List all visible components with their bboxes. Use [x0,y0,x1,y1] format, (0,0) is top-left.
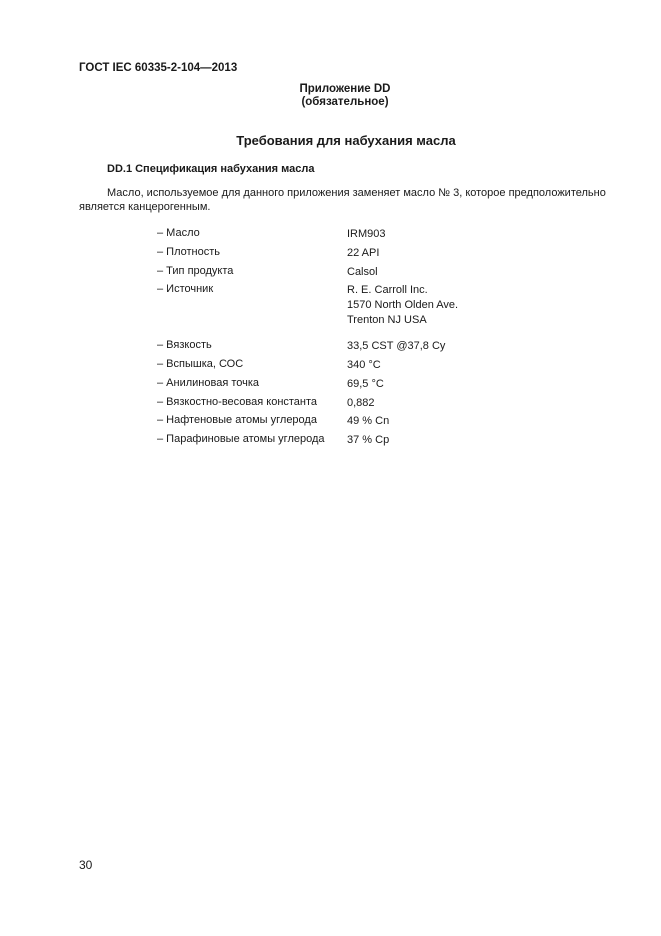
appendix-status: (обязательное) [301,96,389,108]
spec-value-line: 22 API [347,246,380,259]
section-paragraph [79,186,606,214]
spec-name: – Вязкостно-весовая константа [157,395,318,408]
spec-value-line: 69,5 °C [347,377,384,390]
main-heading-text: Требования для набухания масла [236,133,456,148]
spec-value [347,227,386,242]
paragraph-line-1: Масло, используемое для данного приложения заменяет масло № 3, которое предположительно [107,187,606,199]
spec-value-line: 0,882 [347,396,375,409]
spec-name: – Плотность [157,245,220,258]
spec-value [347,377,384,392]
spec-value-line: 37 % Cp [347,434,390,447]
spec-name: – Вязкость [157,339,212,352]
spec-name: – Тип продукта [157,264,234,277]
spec-value-line: 340 °C [347,359,381,371]
spec-value [347,433,389,448]
page-number: 30 [79,858,93,872]
spec-value [347,265,378,280]
document-code: ГОСТ IEC 60335-2-104—2013 [79,62,238,74]
spec-name: – Вспышка, СОС [157,358,244,370]
spec-name: – Парафиновые атомы углерода [157,433,325,446]
spec-value [347,358,381,373]
spec-value-line: 33,5 CST @37,8 Cy [347,340,446,353]
spec-name: – Анилиновая точка [157,376,260,389]
paragraph-line-2: является канцерогенным. [79,201,211,213]
main-heading [0,133,661,148]
spec-name: – Масло [157,227,200,239]
spec-value-line: IRM903 [347,228,386,240]
spec-value-line: 1570 North Olden Ave. [347,299,459,312]
spec-value [347,246,379,261]
spec-value [347,414,389,429]
appendix-label: Приложение DD [299,83,391,95]
section-heading: DD.1 Спецификация набухания масла [107,163,315,175]
spec-value [347,339,445,354]
spec-value [347,283,458,328]
spec-value-line: Calsol [347,265,378,278]
spec-value-line: 49 % Cn [347,415,390,428]
spec-value-line: R. E. Carroll Inc. [347,284,428,297]
spec-value [347,396,375,411]
appendix-title [0,83,661,109]
spec-value-line: Trenton NJ USA [347,314,427,327]
spec-name: – Нафтеновые атомы углерода [157,414,317,427]
spec-name: – Источник [157,283,214,296]
